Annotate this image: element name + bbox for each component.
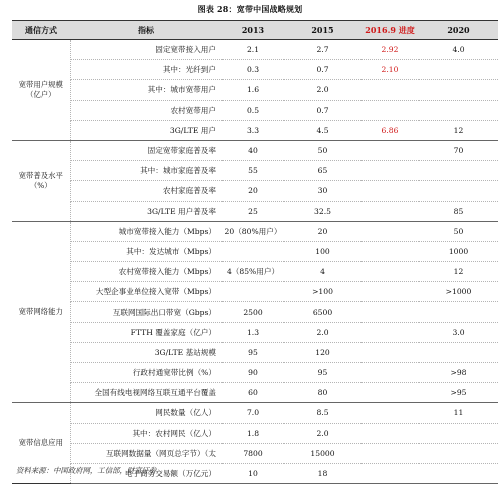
value-2020: 3.0: [419, 322, 498, 342]
category-cell: 宽带普及水平（%）: [12, 140, 70, 221]
value-2015: 80: [284, 383, 361, 403]
value-2020: >98: [419, 363, 498, 383]
indicator-cell: 其中：城市宽带用户: [70, 80, 222, 100]
table-row: [12, 100, 498, 120]
value-2020: 50: [419, 221, 498, 241]
value-2020: [419, 181, 498, 201]
header-indicator: 指标: [70, 21, 222, 40]
table-row: [12, 282, 498, 302]
value-2013: 1.3: [222, 322, 284, 342]
value-2016-progress: [361, 201, 419, 221]
value-2020: [419, 161, 498, 181]
value-2020: 85: [419, 201, 498, 221]
indicator-cell: 互联网国际出口带宽（Gbps）: [70, 302, 222, 322]
value-2015: 2.7: [284, 40, 361, 60]
value-2020: 1000: [419, 241, 498, 261]
value-2016-progress: 2.92: [361, 40, 419, 60]
value-2013: 40: [222, 140, 284, 160]
value-2016-progress: [361, 342, 419, 362]
table-row: [12, 403, 498, 423]
value-2016-progress: [361, 161, 419, 181]
value-2020: [419, 342, 498, 362]
table-row: [12, 140, 498, 160]
value-2020: [419, 60, 498, 80]
indicator-cell: 大型企事业单位接入宽带（Mbps）: [70, 282, 222, 302]
value-2013: 2500: [222, 302, 284, 322]
value-2020: [419, 302, 498, 322]
value-2013: 60: [222, 383, 284, 403]
value-2016-progress: [361, 80, 419, 100]
value-2020: >95: [419, 383, 498, 403]
indicator-cell: 农村宽带用户: [70, 100, 222, 120]
indicator-cell: 互联网数据量（网页总字节）（太: [70, 443, 222, 463]
category-cell: 宽带网络能力: [12, 221, 70, 403]
table-row: [12, 241, 498, 261]
value-2015: 32.5: [284, 201, 361, 221]
value-2015: 0.7: [284, 100, 361, 120]
indicator-cell: 固定宽带接入用户: [70, 40, 222, 60]
value-2016-progress: [361, 221, 419, 241]
indicator-cell: 3G/LTE 基站规模: [70, 342, 222, 362]
indicator-cell: 农村家庭普及率: [70, 181, 222, 201]
table-body: [12, 40, 498, 484]
value-2013: 1.8: [222, 423, 284, 443]
value-2015: 2.0: [284, 80, 361, 100]
value-2016-progress: [361, 322, 419, 342]
table-row: [12, 342, 498, 362]
value-2013: 3.3: [222, 120, 284, 140]
category-cell: 宽带信息应用: [12, 403, 70, 484]
value-2015: 2.0: [284, 423, 361, 443]
indicator-cell: 网民数量（亿人）: [70, 403, 222, 423]
header-2020: 2020: [419, 21, 498, 40]
indicator-cell: 其中：农村网民（亿人）: [70, 423, 222, 443]
value-2020: 11: [419, 403, 498, 423]
indicator-cell: 全国有线电视网络互联互通平台覆盖: [70, 383, 222, 403]
value-2013: [222, 241, 284, 261]
table-row: [12, 181, 498, 201]
table-row: [12, 262, 498, 282]
value-2016-progress: [361, 302, 419, 322]
header-2016-progress: 2016.9 进度: [361, 21, 419, 40]
indicator-cell: FTTH 覆盖家庭（亿户）: [70, 322, 222, 342]
value-2020: 4.0: [419, 40, 498, 60]
value-2015: 15000: [284, 443, 361, 463]
strategy-table: [12, 20, 498, 484]
value-2015: 20: [284, 221, 361, 241]
value-2015: 8.5: [284, 403, 361, 423]
value-2013: 20: [222, 181, 284, 201]
table-row: [12, 363, 498, 383]
indicator-cell: 行政村通宽带比例（%）: [70, 363, 222, 383]
value-2013: 7.0: [222, 403, 284, 423]
value-2016-progress: 6.86: [361, 120, 419, 140]
value-2013: 1.6: [222, 80, 284, 100]
value-2020: 70: [419, 140, 498, 160]
value-2013: 55: [222, 161, 284, 181]
value-2015: 4.5: [284, 120, 361, 140]
table-row: [12, 201, 498, 221]
value-2015: 6500: [284, 302, 361, 322]
value-2015: >100: [284, 282, 361, 302]
source-note: 资料来源：中国政府网，工信部，财富证券: [16, 466, 157, 475]
indicator-cell: 农村宽带接入能力（Mbps）: [70, 262, 222, 282]
header-2013: 2013: [222, 21, 284, 40]
value-2020: >1000: [419, 282, 498, 302]
value-2013: 90: [222, 363, 284, 383]
value-2020: [419, 80, 498, 100]
value-2016-progress: [361, 383, 419, 403]
value-2020: [419, 423, 498, 443]
value-2015: 2.0: [284, 322, 361, 342]
indicator-cell: 其中：发达城市（Mbps）: [70, 241, 222, 261]
indicator-cell: 3G/LTE 用户普及率: [70, 201, 222, 221]
value-2015: 50: [284, 140, 361, 160]
value-2020: [419, 100, 498, 120]
value-2015: 100: [284, 241, 361, 261]
value-2020: [419, 443, 498, 463]
value-2013: 7800: [222, 443, 284, 463]
value-2016-progress: [361, 262, 419, 282]
value-2013: 0.3: [222, 60, 284, 80]
value-2016-progress: [361, 140, 419, 160]
value-2016-progress: [361, 363, 419, 383]
value-2015: 18: [284, 463, 361, 483]
value-2015: 65: [284, 161, 361, 181]
indicator-cell: 其中：光纤到户: [70, 60, 222, 80]
value-2016-progress: [361, 423, 419, 443]
indicator-cell: 其中：城市家庭普及率: [70, 161, 222, 181]
header-category: 通信方式: [12, 21, 70, 40]
table-row: [12, 443, 498, 463]
table-row: [12, 60, 498, 80]
table-row: [12, 221, 498, 241]
table-row: [12, 302, 498, 322]
value-2013: 95: [222, 342, 284, 362]
value-2013: 20（80%用户）: [222, 221, 284, 241]
indicator-cell: 固定宽带家庭普及率: [70, 140, 222, 160]
table-row: [12, 383, 498, 403]
value-2013: 25: [222, 201, 284, 221]
value-2020: 12: [419, 262, 498, 282]
value-2015: 4: [284, 262, 361, 282]
table-row: [12, 423, 498, 443]
value-2016-progress: [361, 443, 419, 463]
value-2015: 120: [284, 342, 361, 362]
category-cell: 宽带用户规模（亿户）: [12, 40, 70, 141]
indicator-cell: 电子商务交易额（万亿元）: [70, 463, 222, 483]
value-2016-progress: [361, 181, 419, 201]
header-2015: 2015: [284, 21, 361, 40]
value-2016-progress: [361, 282, 419, 302]
table-row: [12, 120, 498, 140]
table-row: [12, 322, 498, 342]
value-2013: 2.1: [222, 40, 284, 60]
table-row: [12, 161, 498, 181]
value-2016-progress: [361, 403, 419, 423]
value-2015: 30: [284, 181, 361, 201]
value-2015: 95: [284, 363, 361, 383]
value-2016-progress: [361, 241, 419, 261]
value-2013: 10: [222, 463, 284, 483]
value-2013: 4（85%用户）: [222, 262, 284, 282]
value-2016-progress: 2.10: [361, 60, 419, 80]
value-2013: [222, 282, 284, 302]
figure-title: 图表 28：宽带中国战略规划: [197, 4, 303, 14]
value-2020: 12: [419, 120, 498, 140]
value-2013: 0.5: [222, 100, 284, 120]
value-2015: 0.7: [284, 60, 361, 80]
header-row: [12, 21, 498, 40]
indicator-cell: 3G/LTE 用户: [70, 120, 222, 140]
table-row: [12, 40, 498, 60]
indicator-cell: 城市宽带接入能力（Mbps）: [70, 221, 222, 241]
table-row: [12, 80, 498, 100]
value-2016-progress: [361, 100, 419, 120]
